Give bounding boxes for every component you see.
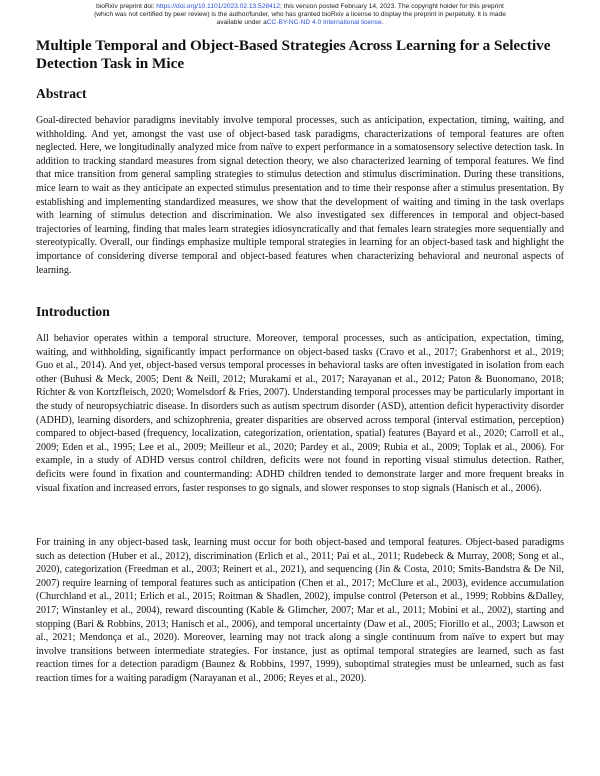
- abstract-paragraph: Goal-directed behavior paradigms inevitably involve temporal processes, such as anticipation, expectation, timing, waiting, and withholding. And yet, amongst the vast use of object-based task paradigms, characterizations of temporal features are often neglected. Here, we longitudinally analyzed mice from naïve to expert performance in a somatosensory selective detection task. In addition to tracking standard measures from signal detection theory, we also characterized learning of temporal features. We find that mice transition from general sampling strategies to stimulus detection and stimulus discrimination. During these transitions, mice learn to wait as they anticipate an expected stimulus presentation and to time their response after a stimulus presentation. By establishing and implementing standardized measures, we show that the development of waiting and timing in the task overlaps with learning of stimulus detection and discrimination. We also investigated sex differences in temporal and object-based trajectories of learning, finding that males learn strategies idiosyncratically and that females learn strategies more sequentially and stereotypically. Overall, our findings emphasize multiple temporal strategies in learning for an object-based task and highlight the importance of considering diverse temporal and object-based features when characterizing behavioral and neuronal aspects of learning.: [36, 115, 564, 276]
- preprint-line-1: bioRxiv preprint doi: https://doi.org/10.1101/2023.02.13.528412; this version posted February 14, 2023. The copyright holder for this preprint: [96, 3, 504, 10]
- paper-title: Multiple Temporal and Object-Based Strategies Across Learning for a Selective Detection Task in Mice: [36, 37, 551, 72]
- introduction-paragraph-1: All behavior operates within a temporal structure. Moreover, temporal processes, such as anticipation, expectation, timing, waiting, and withholding, significantly impact performance on object-based tasks (Cravo et al., 2017; Grabenhorst et al., 2019; Guo et al., 2014). And yet, object-based versus temporal processes in behavioral tasks are often investigated in isolation from each other (Buhusi & Meck, 2005; Dent & Neill, 2012; Murakami et al., 2017; Narayanan et al., 2012; Paton & Buonomano, 2018; Richter & von Kortzfleisch, 2020; Womelsdorf & Fries, 2007). Understanding temporal processes may be particularly important in the study of neuropsychiatric disease. In disorders such as autism spectrum disorder (ASD), attention deficit hyperactivity disorder (ADHD), learning disorders, and schizophrenia, greater disparities are observed across temporal (interval estimation, perception) compared to object-based (frequency, localization, categorization, orientation, spatial) features (Bayard et al., 2020; Carroll et al., 2009; Eden et al., 1995; Lee et al., 2009; Meilleur et al., 2020; Pardey et al., 2009; Rubia et al., 2009; Toplak et al., 2006). For example, in a study of ADHD versus control children, deficits were not found in reporting visual stimulus detection. Rather, deficits were found in fixation and countermanding: ADHD children tended to demonstrate larger and more frequent breaks in visual fixation and increased errors, faster responses to go signals, and slower responses to stop signals (Hanisch et al., 2006).: [36, 333, 564, 494]
- doi-link[interactable]: https://doi.org/10.1101/2023.02.13.528412: [156, 3, 281, 10]
- introduction-paragraph-2: For training in any object-based task, learning must occur for both object-based and temporal features. Object-based paradigms such as detection (Huber et al., 2012), discrimination (Erlich et al., 2011; Pai et al., 2011; Rudebeck & Murray, 2008; Song et al., 2020), categorization (Freedman et al., 2003; Reinert et al., 2021), and sequencing (Jin & Costa, 2010; Smits-Bandstra & De Nil, 2007) require learning of temporal features such as anticipation (Chen et al., 2017; McClure et al., 2003), evidence accumulation (Churchland et al., 2011; Erlich et al., 2015; Roitman & Shadlen, 2002), impulse control (Peterson et al., 1999; Robbins &Dalley, 2017; Winstanley et al., 2004), reward discounting (Kable & Glimcher, 2007; Mar et al., 2011; Mobini et al., 2002), starting and stopping (Bari & Robbins, 2013; Hanisch et al., 2006), and temporal uncertainty (Daw et al., 2005; Fiorillo et al., 2003; Lawson et al., 2021; Mendonça et al., 2020). Moreover, learning may not track along a single continuum from naïve to expert but may involve transitions between intermediate strategies. For instance, just as optimal temporal strategies are learned, such as fast reaction times for a detection paradigm (Baunez & Robbins, 1997, 1999), suboptimal strategies must be unlearned, such as fast reaction times for a waiting paradigm (Narayanan et al., 2006; Reyes et al., 2020).: [36, 537, 564, 684]
- preprint-line-3: available under aCC-BY-NC-ND 4.0 International license.: [216, 19, 384, 27]
- introduction-heading: Introduction: [36, 304, 110, 319]
- license-link[interactable]: CC-BY-NC-ND 4.0 International license: [266, 19, 382, 27]
- preprint-line-2: (which was not certified by peer review) is the author/funder, who has granted bioRxiv a license to display the preprint in perpetuity. It is made: [94, 11, 506, 19]
- abstract-heading: Abstract: [36, 86, 87, 101]
- preprint-notice: [60, 3, 540, 28]
